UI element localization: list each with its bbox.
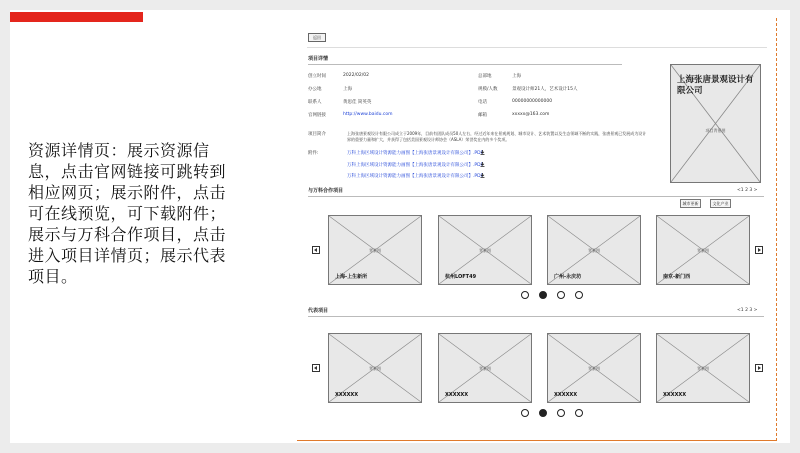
image-label: 项目背景图 (705, 128, 726, 133)
field-label: 邮箱 (478, 113, 487, 118)
company-name: 上海张唐景观设计有限公司 (677, 75, 754, 96)
project-title: XXXXXX (335, 392, 359, 398)
field-label: 规模/人数 (478, 87, 498, 92)
project-title: XXXXXX (554, 392, 578, 398)
rep-next-arrow[interactable] (755, 364, 763, 372)
coop-carousel-dots (521, 291, 581, 300)
project-title: XXXXXX (445, 392, 469, 398)
intro-label: 项目简介 (308, 132, 326, 137)
coop-project-card[interactable] (438, 215, 532, 285)
project-title: XXXXXX (663, 392, 687, 398)
attachment-link[interactable]: 万科上海区域设计资源能力画图【上海张唐景观设计有限公司】.PDF (347, 163, 484, 168)
rep-project-card[interactable] (438, 333, 532, 403)
field-label: 办公地 (308, 87, 322, 92)
carousel-dot[interactable] (521, 409, 529, 417)
field-label: 创立时间 (308, 74, 326, 79)
carousel-dot-active[interactable] (539, 291, 547, 299)
carousel-dot[interactable] (575, 409, 583, 417)
project-title: 杭州LOFT49 (445, 274, 477, 280)
download-icon[interactable] (480, 162, 485, 167)
attachment-link[interactable]: 万科上海区域设计资源能力画图【上海张唐景观设计有限公司】.PDF (347, 174, 484, 179)
red-accent-bar (10, 12, 143, 22)
image-label: 背景图 (479, 366, 491, 371)
image-label: 背景图 (588, 366, 600, 371)
divider (308, 196, 764, 197)
attach-label: 附件: (308, 151, 319, 156)
image-label: 背景图 (479, 248, 491, 253)
slide-description: 资源详情页：展示资源信息，点击官网链接可跳转到相应网页；展示附件，点击可在线预览，可下载附件；展示与万科合作项目，点击进入项目详情页；展示代表项目。 (28, 141, 227, 286)
rep-project-card[interactable] (328, 333, 422, 403)
field-value: xxxxx@163.com (512, 112, 550, 117)
intro-text: 上海张唐景观设计有限公司成立于2009年，目前有团队成员50人左右，经过近年来在景观规划、城市设计、艺术装置以及生态领域不断的实践，张唐景观已发展成为设计界的重要力量和扩大，并获得了包括美国景观设计师协会（ASLA）荣誉奖在内的多个奖项。 (347, 131, 647, 142)
detail-section-title: 项目详情 (308, 56, 329, 62)
image-label: 背景图 (369, 366, 381, 371)
carousel-dot-active[interactable] (539, 409, 547, 417)
field-label: 电话 (478, 100, 487, 105)
field-label: 联系人 (308, 100, 322, 105)
image-label: 背景图 (588, 248, 600, 253)
attachment-link[interactable]: 万科上海区域设计资源能力画图【上海张唐景观设计有限公司】.PDF (347, 151, 484, 156)
carousel-dot[interactable] (557, 291, 565, 299)
rep-section-title: 代表项目 (308, 308, 329, 314)
field-value: 2022/02/02 (343, 73, 369, 78)
wireframe-page (297, 18, 777, 441)
tag-button[interactable]: 文化产业 (710, 199, 731, 208)
rep-pagination[interactable]: <1 2 3 > (737, 308, 758, 313)
download-icon[interactable] (480, 150, 485, 155)
coop-project-card[interactable] (547, 215, 641, 285)
field-label: 官网链接 (308, 113, 326, 118)
website-link[interactable]: http://www.baidu.com (343, 112, 393, 117)
divider (308, 316, 764, 317)
coop-pagination[interactable]: <1 2 3 > (737, 188, 758, 193)
rep-project-card[interactable] (656, 333, 750, 403)
slide (10, 10, 790, 443)
divider (308, 64, 622, 65)
divider (307, 47, 767, 48)
rep-carousel-dots (521, 409, 581, 418)
field-value: 00000000000000 (512, 99, 553, 104)
carousel-dot[interactable] (557, 409, 565, 417)
field-value: 上海 (512, 74, 521, 79)
coop-prev-arrow[interactable] (312, 246, 320, 254)
field-value: 上海 (343, 87, 352, 92)
rep-project-card[interactable] (547, 333, 641, 403)
coop-project-card[interactable] (656, 215, 750, 285)
back-button[interactable]: 返回 (308, 33, 326, 42)
coop-project-card[interactable] (328, 215, 422, 285)
field-label: 总部地 (478, 74, 492, 79)
download-icon[interactable] (480, 173, 485, 178)
tag-button[interactable]: 城市更新 (680, 199, 701, 208)
coop-section-title: 与万科合作项目 (308, 188, 344, 194)
project-title: 广州-永庆坊 (554, 274, 582, 280)
carousel-dot[interactable] (521, 291, 529, 299)
image-label: 背景图 (697, 248, 709, 253)
rep-prev-arrow[interactable] (312, 364, 320, 372)
field-value: 景观设计师21人，艺术设计15人 (512, 87, 578, 92)
project-title: 上海-上生新所 (335, 274, 368, 280)
field-value: 黄思佳 简英英 (343, 100, 372, 105)
carousel-dot[interactable] (575, 291, 583, 299)
coop-next-arrow[interactable] (755, 246, 763, 254)
project-title: 南京-新门西 (663, 274, 691, 280)
image-label: 背景图 (369, 248, 381, 253)
image-label: 背景图 (697, 366, 709, 371)
